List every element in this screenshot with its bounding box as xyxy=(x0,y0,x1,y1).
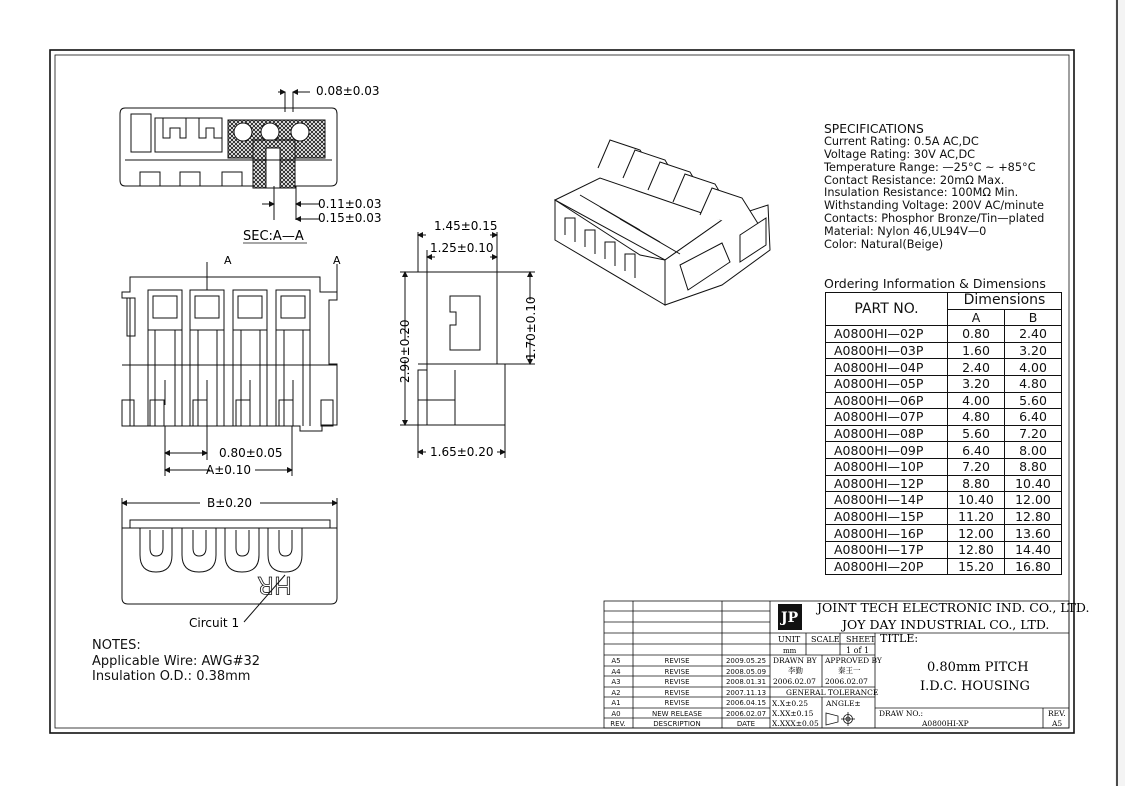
ordering-title: Ordering Information & Dimensions xyxy=(824,276,1046,291)
company-name-1: JOINT TECH ELECTRONIC IND. CO., LTD. xyxy=(817,600,1090,615)
part-no-cell: A0800HI—10P xyxy=(826,458,948,475)
dim-a-cell: 3.20 xyxy=(948,375,1005,392)
revision-desc: REVISE xyxy=(664,699,690,707)
dim-a-cell: 11.20 xyxy=(948,508,1005,525)
revision-rev: A2 xyxy=(611,689,621,697)
part-no-cell: A0800HI—02P xyxy=(826,326,948,343)
part-no-cell: A0800HI—20P xyxy=(826,558,948,575)
dim-a-cell: 6.40 xyxy=(948,442,1005,459)
dim-a-cell: 8.80 xyxy=(948,475,1005,492)
dim-b-cell: 5.60 xyxy=(1005,392,1062,409)
rev-label: REV. xyxy=(1048,709,1066,718)
section-marker-right: A xyxy=(333,254,341,267)
table-row xyxy=(826,409,1062,426)
revision-table xyxy=(610,657,766,728)
drawn-by-name: 李勤 xyxy=(788,666,803,675)
dim-width-a: A±0.10 xyxy=(206,463,251,477)
table-row xyxy=(826,442,1062,459)
part-no-cell: A0800HI—15P xyxy=(826,508,948,525)
dim-a-cell: 15.20 xyxy=(948,558,1005,575)
dim-b-cell: 10.40 xyxy=(1005,475,1062,492)
dim-b-cell: 16.80 xyxy=(1005,558,1062,575)
section-label: SEC:A—A xyxy=(243,229,304,244)
table-row xyxy=(826,326,1062,343)
notes-title: NOTES: xyxy=(92,638,141,653)
table-row xyxy=(826,558,1062,575)
revision-desc: REVISE xyxy=(664,657,690,665)
part-no-cell: A0800HI—05P xyxy=(826,375,948,392)
dim-b-cell: 6.40 xyxy=(1005,409,1062,426)
revision-rev: A4 xyxy=(611,668,621,676)
drawn-by-label: DRAWN BY xyxy=(773,656,817,665)
rev-value: A5 xyxy=(1052,719,1063,728)
revision-date: 2008.01.31 xyxy=(725,678,767,686)
sheet-label: SHEET xyxy=(846,635,876,644)
table-row xyxy=(826,342,1062,359)
spec-line: Withstanding Voltage: 200V AC/minute xyxy=(824,199,1044,213)
spec-line: Temperature Range: —25°C ~ +85°C xyxy=(824,160,1036,174)
drawing-title-line1: 0.80mm PITCH xyxy=(927,660,1029,675)
dim-b-cell: 3.20 xyxy=(1005,342,1062,359)
header-part-no: PART NO. xyxy=(826,293,948,326)
dim-b-cell: 7.20 xyxy=(1005,425,1062,442)
dim-b-cell: 4.00 xyxy=(1005,359,1062,376)
revision-date: 2009.05.25 xyxy=(725,657,767,665)
dim-b-cell: 12.00 xyxy=(1005,492,1062,509)
unit-value: mm xyxy=(783,647,797,655)
part-no-cell: A0800HI—03P xyxy=(826,342,948,359)
specifications-block xyxy=(824,123,1044,252)
drawing-title-line2: I.D.C. HOUSING xyxy=(920,679,1030,694)
revision-rev: A3 xyxy=(611,678,621,686)
bottom-view xyxy=(122,498,337,622)
company-logo xyxy=(778,604,802,630)
approved-date: 2006.02.07 xyxy=(825,677,868,686)
section-marker-left: A xyxy=(224,254,232,267)
projection-symbol-icon xyxy=(826,712,855,726)
table-row xyxy=(826,541,1062,558)
approved-label: APPROVED BY xyxy=(825,656,882,665)
dim-contact-width: 0.15±0.03 xyxy=(318,211,382,225)
scale-label: SCALE xyxy=(811,635,840,644)
dim-a-cell: 10.40 xyxy=(948,492,1005,509)
tolerance-3: X.XXX±0.05 xyxy=(772,719,819,728)
dim-pitch: 0.80±0.05 xyxy=(219,446,283,460)
revision-date: 2006.04.15 xyxy=(725,699,767,707)
dim-b-cell: 8.80 xyxy=(1005,458,1062,475)
part-no-cell: A0800HI—08P xyxy=(826,425,948,442)
spec-line: Contact Resistance: 20mΩ Max. xyxy=(824,173,1005,187)
title-label: TITLE: xyxy=(880,632,919,645)
dim-b-cell: 4.80 xyxy=(1005,375,1062,392)
header-a: A xyxy=(948,309,1005,326)
dim-width-b: B±0.20 xyxy=(207,496,253,510)
part-no-cell: A0800HI—07P xyxy=(826,409,948,426)
table-row xyxy=(826,458,1062,475)
revision-desc: REVISE xyxy=(664,678,690,686)
table-row xyxy=(826,359,1062,376)
dim-a-cell: 12.80 xyxy=(948,541,1005,558)
part-no-cell: A0800HI—09P xyxy=(826,442,948,459)
tolerance-2: X.XX±0.15 xyxy=(772,709,814,718)
hr-mark: HR xyxy=(257,571,292,599)
dim-a-cell: 4.80 xyxy=(948,409,1005,426)
revision-rev: A5 xyxy=(611,657,621,665)
dim-b-cell: 8.00 xyxy=(1005,442,1062,459)
table-row xyxy=(826,525,1062,542)
header-dimensions: Dimensions xyxy=(948,293,1062,310)
dim-a-cell: 1.60 xyxy=(948,342,1005,359)
table-row xyxy=(826,475,1062,492)
spec-line: Contacts: Phosphor Bronze/Tin—plated xyxy=(824,212,1045,226)
revision-desc: REVISE xyxy=(664,689,690,697)
spec-line: Color: Natural(Beige) xyxy=(824,238,944,252)
dim-part-height: 1.70±0.10 xyxy=(524,296,538,360)
spec-line: Material: Nylon 46,UL94V—0 xyxy=(824,225,987,239)
dim-a-cell: 2.40 xyxy=(948,359,1005,376)
notes-block xyxy=(92,638,260,685)
svg-text:JP: JP xyxy=(781,610,799,626)
dim-contact-gap: 0.11±0.03 xyxy=(318,197,382,211)
dim-side-width-outer: 1.45±0.15 xyxy=(434,219,498,233)
section-view xyxy=(120,92,337,220)
front-view xyxy=(122,262,337,476)
revision-header-date: DATE xyxy=(736,720,756,728)
part-no-cell: A0800HI—14P xyxy=(826,492,948,509)
circuit-label: Circuit 1 xyxy=(189,616,240,630)
dim-bottom-width: 1.65±0.20 xyxy=(430,445,494,459)
table-row xyxy=(826,508,1062,525)
angle-label: ANGLE± xyxy=(826,699,861,708)
company-name-2: JOY DAY INDUSTRIAL CO., LTD. xyxy=(842,617,1050,632)
dim-b-cell: 2.40 xyxy=(1005,326,1062,343)
spec-line: Voltage Rating: 30V AC,DC xyxy=(824,147,976,161)
dim-b-cell: 13.60 xyxy=(1005,525,1062,542)
isometric-view xyxy=(555,140,770,305)
dim-side-width-inner: 1.25±0.10 xyxy=(430,241,494,255)
tolerance-1: X.X±0.25 xyxy=(772,699,809,708)
dim-b-cell: 12.80 xyxy=(1005,508,1062,525)
unit-label: UNIT xyxy=(778,635,801,644)
notes-line: Insulation O.D.: 0.38mm xyxy=(92,669,251,684)
table-row xyxy=(826,425,1062,442)
notes-line: Applicable Wire: AWG#32 xyxy=(92,653,261,669)
dim-a-cell: 5.60 xyxy=(948,425,1005,442)
revision-desc: REVISE xyxy=(664,668,690,676)
part-no-cell: A0800HI—16P xyxy=(826,525,948,542)
revision-date: 2008.05.09 xyxy=(725,668,767,676)
sheet-value: 1 of 1 xyxy=(846,646,870,655)
tolerance-label: GENERAL TOLERANCE xyxy=(786,688,879,697)
dim-a-cell: 12.00 xyxy=(948,525,1005,542)
approved-name: 秦王一 xyxy=(838,666,861,675)
revision-desc: NEW RELEASE xyxy=(651,710,703,718)
dim-top-gap: 0.08±0.03 xyxy=(316,84,380,98)
side-view xyxy=(400,232,535,458)
table-row xyxy=(826,375,1062,392)
revision-rev: A0 xyxy=(611,710,621,718)
part-no-cell: A0800HI—17P xyxy=(826,541,948,558)
revision-date: 2007.11.13 xyxy=(725,689,767,697)
dim-a-cell: 7.20 xyxy=(948,458,1005,475)
draw-no-label: DRAW NO.: xyxy=(879,709,924,718)
dim-a-cell: 0.80 xyxy=(948,326,1005,343)
table-row xyxy=(826,492,1062,509)
revision-header-rev: REV. xyxy=(610,720,626,728)
ordering-table xyxy=(825,292,1062,575)
specifications-title: SPECIFICATIONS xyxy=(824,122,924,136)
dim-total-height: 2.90±0.20 xyxy=(398,319,412,383)
dim-a-cell: 4.00 xyxy=(948,392,1005,409)
drawn-date: 2006.02.07 xyxy=(773,677,816,686)
part-no-cell: A0800HI—04P xyxy=(826,359,948,376)
spec-line: Insulation Resistance: 100MΩ Min. xyxy=(824,186,1019,200)
revision-date: 2006.02.07 xyxy=(725,710,767,718)
draw-no-value: A0800HI-XP xyxy=(922,719,969,728)
part-no-cell: A0800HI—06P xyxy=(826,392,948,409)
dim-b-cell: 14.40 xyxy=(1005,541,1062,558)
table-row xyxy=(826,392,1062,409)
header-b: B xyxy=(1005,309,1062,326)
spec-line: Current Rating: 0.5A AC,DC xyxy=(824,134,979,148)
revision-rev: A1 xyxy=(611,699,621,707)
revision-header-desc: DESCRIPTION xyxy=(653,720,701,728)
part-no-cell: A0800HI—12P xyxy=(826,475,948,492)
